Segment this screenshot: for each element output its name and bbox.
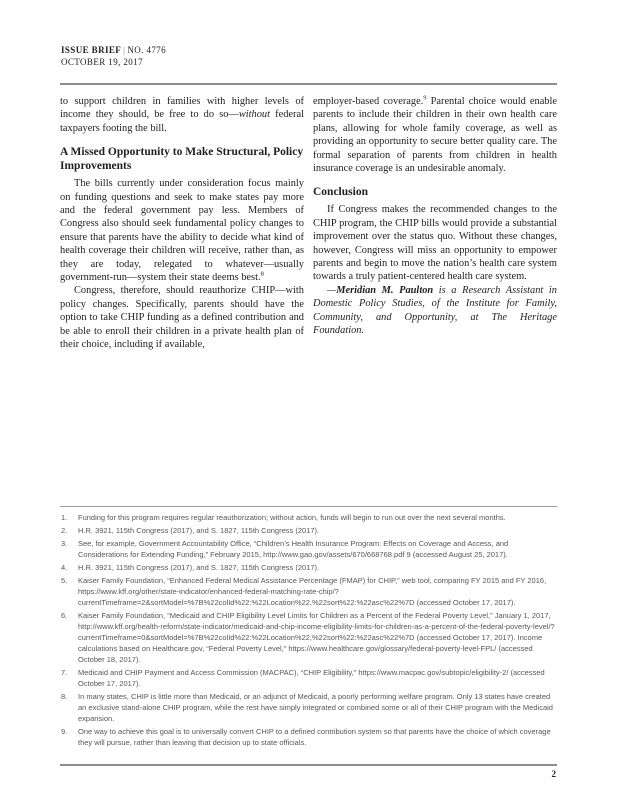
left-column	[60, 95, 304, 352]
masthead	[61, 44, 166, 68]
footnote-text: In many states, CHIP is little more than Medicaid, or an adjunct of Medicaid, a poorly performing welfare program. Only 13 states have created an exclusive stand-alone CHIP program, while the rest have simply integrated or combined some or all of their CHIP program with the Medicaid expansion.	[78, 692, 553, 723]
body-paragraph	[60, 177, 304, 284]
footnote-number: 5.	[61, 576, 68, 585]
footnote-reference: 9	[423, 94, 427, 102]
body-paragraph	[313, 284, 557, 338]
text-segment: If Congress makes the recommended changes to the CHIP program, the CHIP bills would provide a substantial improvement over the status quo. Without these changes, however, Congress will miss an opportunity to empower parents and begin to move the nation’s health care system towards a truly patient-centered health care system.	[313, 204, 557, 283]
issue-brief-kicker	[61, 44, 166, 56]
footnote-number: 2.	[61, 526, 68, 535]
body-paragraph	[313, 95, 557, 175]
footnote-text: Kaiser Family Foundation, “Medicaid and CHIP Eligibility Level Limits for Children as a Percent of the Federal Poverty Level,” January 1, 2017, http://www.kff.org/health-reform/state-indicator/medicaid-and-chip-income-eligibility-limits-for-children-as-a-percent-of-the-federal-poverty-level/?currentTimeframe=0&sortModel=%7B%22colId%22:%22Location%22,%22sort%22:%22asc%22%7D (accessed October 17, 2017). Income calculations based on Healthcare.gov, “Federal Poverty Level,” https://www.healthcare.gov/glossary/federal-poverty-level-FPL/ (accessed October 18, 2017).	[78, 611, 555, 664]
footnote-item	[61, 538, 558, 560]
footnote-text: Funding for this program requires regular reauthorization; without action, funds will begin to run out over the next several months.	[78, 513, 506, 522]
footnote-number: 1.	[61, 513, 68, 522]
body-paragraph	[313, 203, 557, 283]
body-paragraph	[60, 284, 304, 351]
issue-date: OCTOBER 19, 2017	[61, 57, 143, 67]
footnote-item	[61, 691, 558, 724]
footnote-item	[61, 667, 558, 689]
bottom-rule	[60, 764, 557, 766]
footnote-text: H.R. 3921, 115th Congress (2017), and S. 1827, 115th Congress (2017).	[78, 563, 320, 572]
body-paragraph	[60, 95, 304, 135]
kicker-separator: |	[123, 45, 126, 55]
footnote-text: Medicaid and CHIP Payment and Access Commission (MACPAC), “CHIP Eligibility,” https://www.macpac.gov/subtopic/eligibility-2/ (accessed October 17, 2017).	[78, 668, 545, 688]
kicker-label: ISSUE BRIEF	[61, 45, 122, 55]
text-segment: A Missed Opportunity to Make Structural, Policy Improvements	[60, 146, 304, 173]
footnote-number: 3.	[61, 539, 68, 548]
right-column	[313, 95, 557, 352]
text-segment: Congress, therefore, should reauthorize CHIP—with policy changes. Specifically, parents should have the option to take CHIP funding as a defined contribution and be able to enroll their children in a private health plan of their choice, including if available,	[60, 285, 304, 351]
footnotes-list	[61, 512, 558, 750]
footnote-item	[61, 610, 558, 665]
text-segment: Parental choice would enable parents to include their children in their own health care plans, allowing for whole family coverage, as well as providing an opportunity to secure better quality care. The formal separation of parents from children in health insurance coverage is an undesirable anomaly.	[313, 96, 557, 175]
footnote-number: 9.	[61, 727, 68, 736]
article-body	[60, 95, 557, 352]
footnote-text: See, for example, Government Accountability Office, “Children’s Health Insurance Program: Effects on Coverage and Access, and Considerations for Extending Funding,” February 2015, http://www.gao.gov/assets/670/668768.pdf 9 (accessed August 25, 2017).	[78, 539, 509, 559]
text-segment: The bills currently under consideration focus mainly on funding questions and seek to make states pay more and the federal government pay less. Members of Congress also should seek fundamental policy changes to ensure that parents have the ability to decide what kind of health coverage their children will receive, rather than, as they are today, relegated to whatever—usually government-run—system their state deems best.	[60, 178, 304, 284]
footnote-text: Kaiser Family Foundation, “Enhanced Federal Medical Assistance Percentage (FMAP) for CHIP,” web tool, comparing FY 2015 and FY 2016, https://www.kff.org/other/state-indicator/enhanced-federal-matching-rate-chip/?currentTimeframe=2&sortModel=%7B%22colId%22:%22Location%22,%22sort%22:%22asc%22%7D (accessed October 17, 2017).	[78, 576, 547, 607]
footnote-number: 6.	[61, 611, 68, 620]
footnote-text: H.R. 3921, 115th Congress (2017), and S. 1827, 115th Congress (2017).	[78, 526, 320, 535]
text-segment: —	[327, 284, 337, 296]
footnote-reference: 8	[260, 270, 264, 278]
footnote-item	[61, 562, 558, 573]
section-heading	[60, 145, 304, 173]
footnote-item	[61, 525, 558, 536]
section-heading	[313, 185, 557, 199]
top-rule	[60, 83, 557, 85]
text-segment: to support children in families with higher levels of income they should, be free to do so—	[60, 96, 304, 121]
text-segment: Conclusion	[313, 186, 368, 199]
footnote-number: 7.	[61, 668, 68, 677]
page-number: 2	[551, 769, 556, 779]
text-segment: federal taxpayers footing the bill.	[60, 109, 304, 134]
footnote-item	[61, 575, 558, 608]
footnote-item	[61, 726, 558, 748]
footnote-number: 4.	[61, 563, 68, 572]
text-segment: employer-based coverage.	[313, 96, 424, 107]
text-segment: is a Research Assistant in Domestic Policy Studies, of the Institute for Family, Community, and Opportunity, at The Heritage Foundation.	[313, 284, 557, 337]
footnote-number: 8.	[61, 692, 68, 701]
kicker-number: NO. 4776	[127, 45, 167, 55]
footnote-item	[61, 512, 558, 523]
footnotes-rule	[60, 506, 557, 507]
text-segment: Meridian M. Paulton	[336, 284, 434, 296]
text-segment: without	[238, 109, 271, 121]
footnote-text: One way to achieve this goal is to universally convert CHIP to a defined contribution system so that parents have the choice of which coverage they will pursue, rather than leaving that decision up to state officials.	[78, 727, 551, 747]
